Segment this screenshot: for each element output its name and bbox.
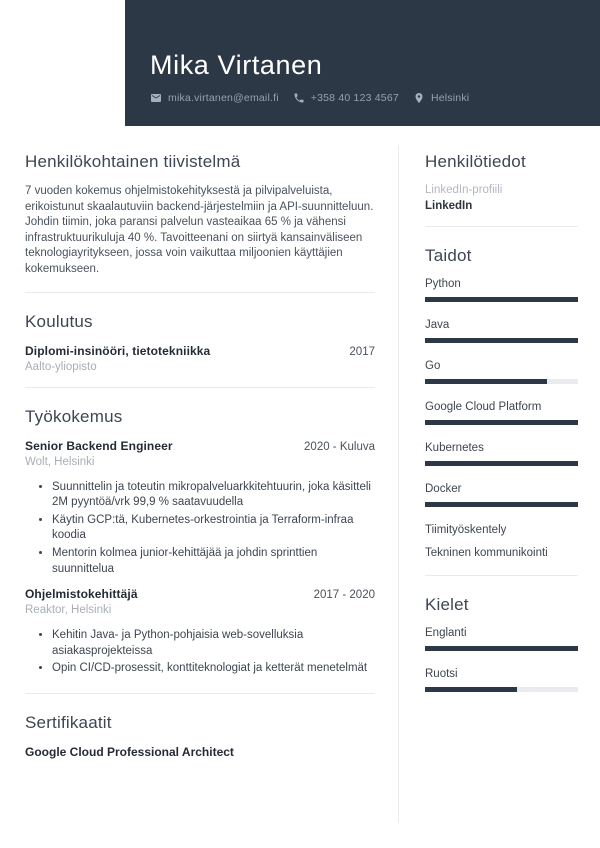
- sidebar-column: [425, 150, 578, 710]
- skill-name: Python: [425, 278, 461, 290]
- resume-body: [0, 126, 600, 848]
- section-skills: [425, 244, 578, 576]
- personal-info-heading: Henkilötiedot: [425, 152, 526, 171]
- skill-bar-fill: [425, 461, 578, 466]
- job-date: 2017 - 2020: [313, 589, 375, 602]
- skill-bar-track: [425, 461, 578, 466]
- language-name: Englanti: [425, 627, 467, 639]
- skill-bar-track: [425, 420, 578, 425]
- skill-bar-fill: [425, 379, 547, 384]
- skill-name: Docker: [425, 483, 462, 495]
- contact-row: [150, 92, 575, 104]
- job-date: 2020 - Kuluva: [304, 440, 375, 453]
- languages-heading: Kielet: [425, 595, 469, 614]
- contact-phone-text: +358 40 123 4567: [310, 92, 399, 104]
- language-bar-track: [425, 646, 578, 651]
- skill-item: [425, 278, 578, 302]
- section-summary: [25, 150, 375, 293]
- language-bar-track: [425, 687, 578, 692]
- certification-item: Google Cloud Professional Architect: [25, 744, 234, 759]
- experience-entry: [25, 587, 375, 677]
- skill-bar-fill: [425, 502, 578, 507]
- contact-location-text: Helsinki: [430, 92, 470, 104]
- skill-name: Kubernetes: [425, 442, 484, 454]
- education-heading: Koulutus: [25, 311, 93, 331]
- job-bullet-list: [25, 628, 375, 677]
- summary-heading: Henkilökohtainen tiivistelmä: [25, 152, 241, 171]
- resume-header: [125, 0, 600, 126]
- contact-email[interactable]: [150, 92, 279, 104]
- education-entry: [25, 344, 375, 373]
- language-bar-fill: [425, 687, 517, 692]
- section-personal-info: [425, 150, 578, 227]
- skill-item: [425, 442, 578, 466]
- skill-bar-track: [425, 502, 578, 507]
- job-bullet-list: [25, 480, 375, 578]
- skill-bar-track: [425, 338, 578, 343]
- skill-bar-fill: [425, 338, 578, 343]
- job-title: Ohjelmistokehittäjä: [25, 587, 138, 602]
- skill-bar-fill: [425, 420, 578, 425]
- school-name: Aalto-yliopisto: [25, 360, 97, 373]
- skill-name: Google Cloud Platform: [425, 401, 542, 413]
- person-name: Mika Virtanen: [150, 50, 323, 80]
- location-icon: [413, 92, 425, 104]
- experience-entry: [25, 439, 375, 578]
- job-bullet: • Käytin GCP:tä, Kubernetes-orkestrointia ja Terraform-infraa koodia: [52, 513, 375, 544]
- certifications-heading: Sertifikaatit: [25, 712, 112, 732]
- skill-name: Go: [425, 360, 441, 372]
- language-item: [425, 668, 578, 692]
- language-name: Ruotsi: [425, 668, 458, 680]
- main-column: [25, 150, 375, 773]
- job-bullet: • Kehitin Java- ja Python-pohjaisia web-sovelluksia asiakasprojekteissa: [52, 628, 375, 659]
- linkedin-link[interactable]: LinkedIn: [425, 200, 473, 212]
- company-name: Wolt, Helsinki: [25, 455, 95, 468]
- job-title: Senior Backend Engineer: [25, 438, 173, 453]
- experience-heading: Työkokemus: [25, 406, 123, 426]
- skill-bar-fill: [425, 297, 578, 302]
- skill-plain: Tiimityöskentely: [425, 524, 507, 536]
- contact-email-text: mika.virtanen@email.fi: [168, 92, 279, 104]
- degree-title: Diplomi-insinööri, tietotekniikka: [25, 343, 211, 358]
- skill-bar-track: [425, 297, 578, 302]
- skill-item: [425, 360, 578, 384]
- company-name: Reaktor, Helsinki: [25, 604, 112, 617]
- skill-item: [425, 319, 578, 343]
- education-entry-header: [25, 344, 375, 358]
- linkedin-label: LinkedIn-profiili: [425, 184, 503, 196]
- section-education: [25, 310, 375, 388]
- skill-item: [425, 483, 578, 507]
- job-bullet: • Suunnittelin ja toteutin mikropalveluarkkitehtuurin, joka käsitteli 2M pyyntöä/vrk 99,9 % saatavuudella: [52, 480, 375, 511]
- contact-phone[interactable]: [293, 92, 399, 104]
- section-certifications: [25, 711, 375, 773]
- email-icon: [150, 92, 162, 104]
- skills-heading: Taidot: [425, 246, 472, 265]
- contact-location: [413, 92, 469, 104]
- job-bullet: • Opin CI/CD-prosessit, konttiteknologiat ja ketterät menetelmät: [52, 661, 375, 677]
- section-languages: [425, 593, 578, 710]
- summary-text: 7 vuoden kokemus ohjelmistokehityksestä ja pilvipalveluista, erikoistunut skaalautuviin backend-järjestelmiin ja API-suunnitteluun. Johdin tiimin, joka paransi palvelun vasteaikaa 65 % ja vähensi infrastruktuurikuluja 40 %. Tavoitteenani on siirtyä kansainväliseen teknologiayritykseen, jossa voin vaikuttaa miljoonien käyttäjien kokemukseen.: [25, 185, 374, 275]
- language-bar-fill: [425, 646, 578, 651]
- skill-plain: Tekninen kommunikointi: [425, 547, 548, 559]
- language-item: [425, 627, 578, 651]
- skill-name: Java: [425, 319, 450, 331]
- education-date: 2017: [349, 345, 375, 358]
- skill-item: [425, 401, 578, 425]
- phone-icon: [293, 92, 305, 104]
- experience-entry-header: [25, 587, 375, 601]
- skill-bar-track: [425, 379, 578, 384]
- experience-entry-header: [25, 439, 375, 453]
- job-bullet: • Mentorin kolmea junior-kehittäjää ja johdin sprinttien suunnittelua: [52, 546, 375, 577]
- section-experience: [25, 405, 375, 694]
- column-divider: [398, 145, 399, 823]
